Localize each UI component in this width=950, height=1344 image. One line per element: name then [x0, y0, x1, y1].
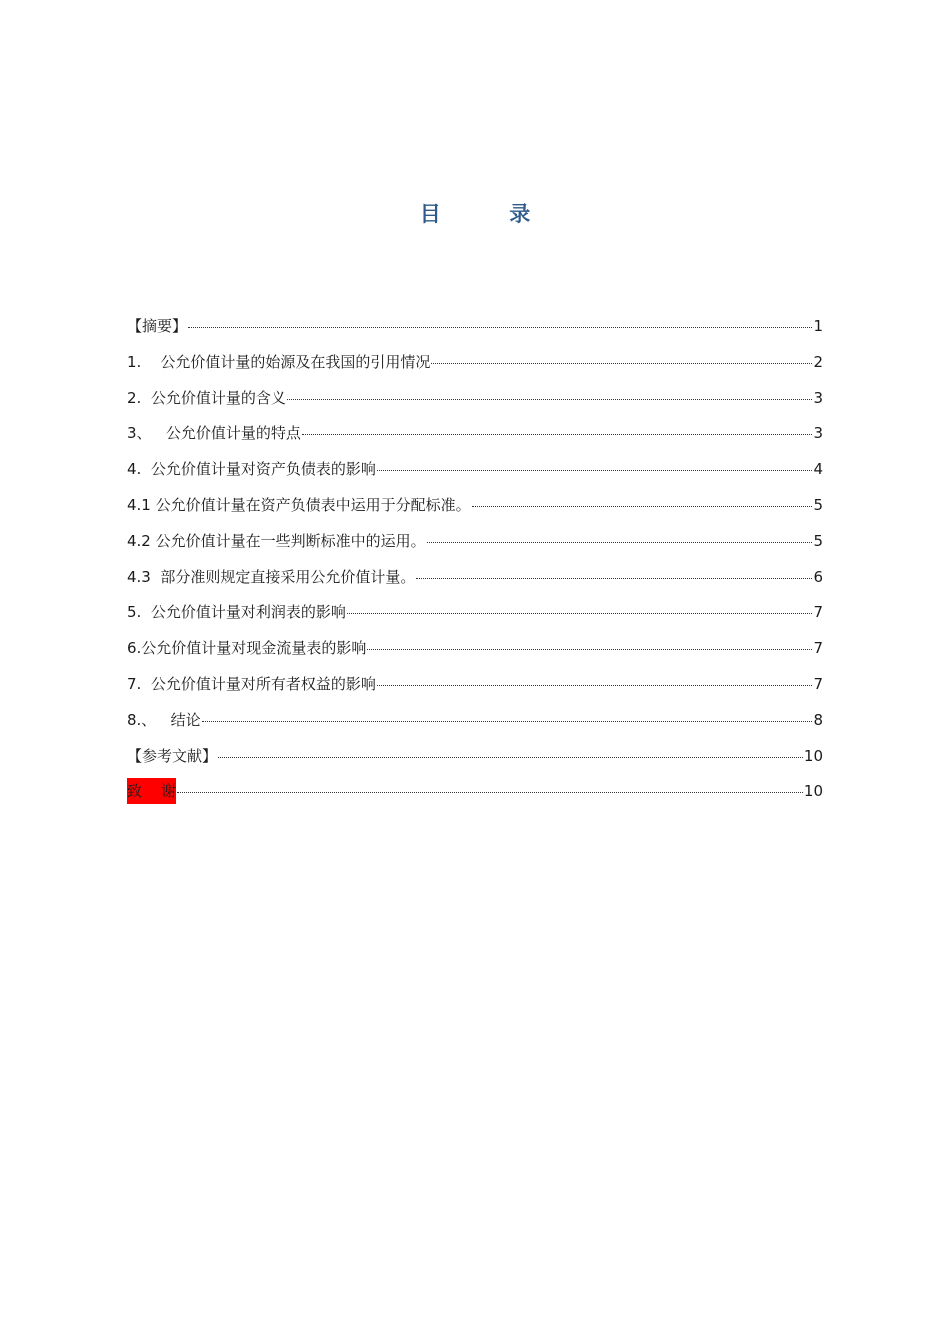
toc-leader-dots	[347, 613, 813, 614]
toc-entry-4-3[interactable]	[127, 564, 823, 600]
toc-entry-label: 【参考文献】	[127, 746, 218, 765]
toc-entry-page: 5	[813, 495, 823, 514]
toc-leader-dots	[202, 721, 813, 722]
toc-entry-5[interactable]	[127, 599, 823, 635]
toc-entry-7[interactable]	[127, 671, 823, 707]
toc-entry-8[interactable]	[127, 707, 823, 743]
toc-leader-dots	[377, 470, 813, 471]
toc-entry-page: 10	[803, 782, 823, 801]
toc-leader-dots	[177, 792, 803, 793]
toc-entry-abstract[interactable]	[127, 313, 823, 349]
toc-leader-dots	[472, 506, 813, 507]
toc-entry-page: 1	[813, 317, 823, 335]
toc-entry-label: 5. 公允价值计量对利润表的影响	[127, 603, 346, 622]
toc-entry-label: 8.、 结论	[127, 710, 201, 729]
toc-entry-acknowledgement[interactable]	[127, 778, 823, 814]
toc-leader-dots	[287, 399, 813, 400]
toc-entry-page: 3	[813, 388, 823, 407]
toc-entry-label: 3、 公允价值计量的特点	[127, 424, 301, 443]
toc-leader-dots	[218, 757, 803, 758]
toc-entry-references[interactable]	[127, 743, 823, 779]
toc-entry-label: 7. 公允价值计量对所有者权益的影响	[127, 674, 376, 693]
toc-entry-page: 2	[813, 352, 823, 371]
toc-entry-page: 10	[803, 746, 823, 765]
toc-leader-dots	[367, 649, 812, 650]
toc-entry-label: 4.2 公允价值计量在一些判断标准中的运用。	[127, 531, 426, 550]
toc-entry-label: 【摘要】	[127, 317, 188, 335]
toc-entry-4[interactable]	[127, 456, 823, 492]
toc-leader-dots	[416, 578, 812, 579]
toc-entry-label: 4.3 部分准则规定直接采用公允价值计量。	[127, 567, 416, 586]
toc-title: 目 录	[419, 202, 549, 226]
toc-leader-dots	[431, 363, 812, 364]
toc-entry-2[interactable]	[127, 385, 823, 421]
toc-entry-3[interactable]	[127, 420, 823, 456]
toc-leader-dots	[302, 434, 813, 435]
toc-entry-page: 6	[813, 567, 823, 586]
toc-entry-page: 7	[813, 603, 823, 622]
toc-entry-page: 3	[813, 424, 823, 443]
toc-entry-page: 5	[813, 531, 823, 550]
toc-entry-1[interactable]	[127, 349, 823, 385]
toc-entry-page: 7	[813, 639, 823, 658]
toc-entry-6[interactable]	[127, 635, 823, 671]
toc-list	[127, 313, 823, 814]
toc-entry-4-2[interactable]	[127, 528, 823, 564]
toc-entry-label: 1. 公允价值计量的始源及在我国的引用情况	[127, 352, 431, 371]
toc-entry-label: 4. 公允价值计量对资产负债表的影响	[127, 460, 376, 479]
toc-entry-label-highlighted: 致 谢	[127, 778, 176, 804]
toc-leader-dots	[188, 327, 812, 328]
toc-entry-label: 6.公允价值计量对现金流量表的影响	[127, 639, 367, 658]
toc-entry-page: 7	[813, 674, 823, 693]
toc-entry-page: 8	[813, 710, 823, 729]
toc-leader-dots	[427, 542, 813, 543]
toc-entry-page: 4	[813, 460, 823, 479]
toc-entry-label: 2. 公允价值计量的含义	[127, 388, 286, 407]
toc-entry-4-1[interactable]	[127, 492, 823, 528]
toc-leader-dots	[377, 685, 813, 686]
toc-entry-label: 4.1 公允价值计量在资产负债表中运用于分配标准。	[127, 495, 471, 514]
